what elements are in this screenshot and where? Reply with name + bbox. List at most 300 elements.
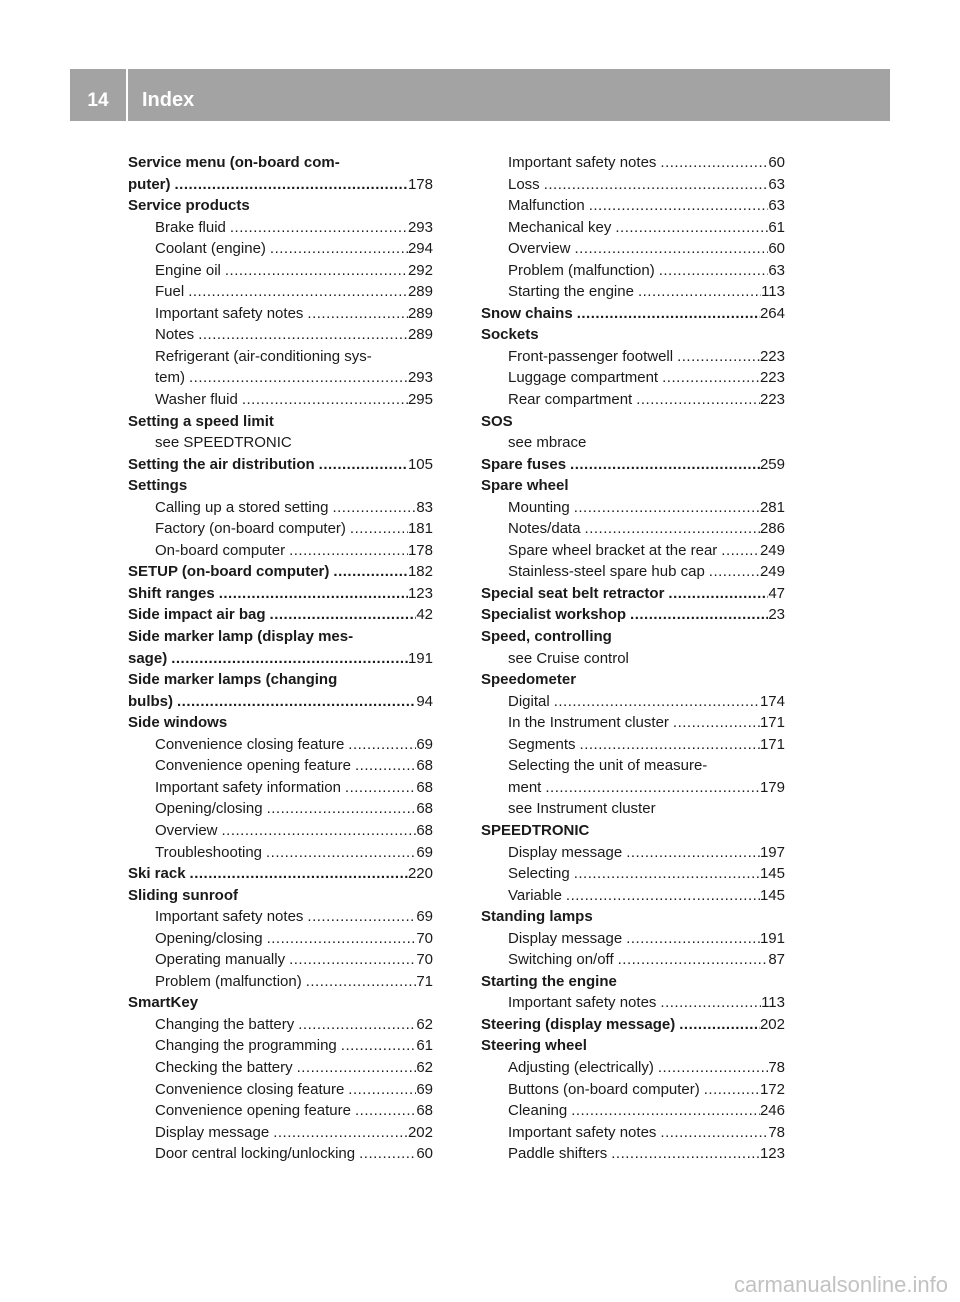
index-column-left xyxy=(128,152,433,1165)
dot-leader xyxy=(266,238,408,260)
entry-text: Stainless-steel spare hub cap xyxy=(508,563,705,581)
page-number: 14 xyxy=(87,90,109,111)
index-subentry xyxy=(128,1014,433,1036)
index-heading: Service products xyxy=(128,197,250,215)
page-ref: 293 xyxy=(407,369,433,387)
page-ref: 289 xyxy=(407,304,433,322)
page-ref: 60 xyxy=(768,240,785,258)
entry-text: Mounting xyxy=(508,498,570,516)
page-ref: 70 xyxy=(416,951,433,969)
entry-text: Operating manually xyxy=(155,951,286,969)
watermark: carmanualsonline.info xyxy=(733,1272,948,1297)
header-divider xyxy=(126,69,128,121)
entry-text: Adjusting (electrically) xyxy=(508,1058,654,1076)
dot-leader xyxy=(329,561,408,583)
page-ref: 259 xyxy=(759,455,785,473)
entry-text: Important safety notes xyxy=(508,994,657,1012)
page-ref: 295 xyxy=(407,391,433,409)
index-subentry xyxy=(481,734,785,756)
page-ref: 223 xyxy=(759,347,785,365)
dot-leader xyxy=(581,518,760,540)
page-ref: 220 xyxy=(407,865,433,883)
page-ref: 23 xyxy=(768,606,785,624)
index-subentry xyxy=(481,949,785,971)
dot-leader xyxy=(622,928,760,950)
entry-text: ment xyxy=(508,778,542,796)
page-ref: 63 xyxy=(768,175,785,193)
entry-text: Front-passenger footwell xyxy=(508,347,674,365)
index-subentry xyxy=(128,755,433,777)
dot-leader xyxy=(266,604,417,626)
index-heading: Side marker lamps (changing xyxy=(128,671,338,689)
dot-leader xyxy=(346,518,408,540)
entry-text: Changing the battery xyxy=(155,1015,295,1033)
page-ref: 68 xyxy=(416,821,433,839)
dot-leader xyxy=(341,777,416,799)
dot-leader xyxy=(567,1100,760,1122)
page-ref: 292 xyxy=(407,261,433,279)
index-subentry xyxy=(481,518,785,540)
entry-text: Luggage compartment xyxy=(508,369,659,387)
entry-text: puter) xyxy=(128,175,171,193)
entry-text: In the Instrument cluster xyxy=(508,714,669,732)
dot-leader xyxy=(573,303,760,325)
entry-text: Spare fuses xyxy=(481,455,567,473)
index-heading: Speed, controlling xyxy=(481,628,612,646)
dot-leader xyxy=(226,217,408,239)
page-ref: 60 xyxy=(416,1145,433,1163)
index-subentry xyxy=(128,497,433,519)
entry-text: bulbs) xyxy=(128,692,173,710)
dot-leader xyxy=(337,1035,417,1057)
index-subentry: see Cruise control xyxy=(508,649,629,667)
page-ref: 71 xyxy=(416,972,433,990)
index-heading: SPEEDTRONIC xyxy=(481,821,590,839)
index-subentry xyxy=(128,324,433,346)
entry-text: Display message xyxy=(508,929,623,947)
dot-leader xyxy=(700,1079,760,1101)
index-subentry xyxy=(481,174,785,196)
entry-text: Spare wheel bracket at the rear xyxy=(508,541,718,559)
dot-leader xyxy=(218,820,417,842)
page-ref: 69 xyxy=(416,843,433,861)
page-ref: 281 xyxy=(759,498,785,516)
index-subentry xyxy=(128,949,433,971)
dot-leader xyxy=(173,691,416,713)
index-subentry xyxy=(481,885,785,907)
index-heading: Side marker lamp (display mes- xyxy=(128,628,354,646)
page-ref: 78 xyxy=(768,1123,785,1141)
index-subentry xyxy=(481,238,785,260)
page-ref: 63 xyxy=(768,197,785,215)
index-heading-entry xyxy=(128,174,433,196)
dot-leader xyxy=(658,367,760,389)
page-ref: 105 xyxy=(407,455,433,473)
dot-leader xyxy=(285,540,408,562)
dot-leader xyxy=(717,540,760,562)
page-ref: 223 xyxy=(759,391,785,409)
index-heading: Speedometer xyxy=(481,671,577,689)
index-subentry: Refrigerant (air-conditioning sys- xyxy=(155,347,372,365)
page-ref: 78 xyxy=(768,1058,785,1076)
index-heading: Steering wheel xyxy=(481,1037,587,1055)
index-subentry xyxy=(481,260,785,282)
page-ref: 145 xyxy=(759,886,785,904)
entry-text: Notes xyxy=(155,326,195,344)
page-ref: 249 xyxy=(759,541,785,559)
entry-text: Digital xyxy=(508,692,550,710)
page-ref: 289 xyxy=(407,283,433,301)
entry-text: Coolant (engine) xyxy=(155,240,266,258)
dot-leader xyxy=(344,1079,416,1101)
dot-leader xyxy=(263,928,417,950)
entry-text: Factory (on-board computer) xyxy=(155,520,346,538)
index-subentry xyxy=(481,561,785,583)
entry-text: Convenience closing feature xyxy=(155,735,345,753)
page-ref: 68 xyxy=(416,778,433,796)
dot-leader xyxy=(622,842,760,864)
dot-leader xyxy=(185,367,408,389)
entry-text: Selecting xyxy=(508,865,570,883)
index-subentry xyxy=(481,540,785,562)
entry-text: tem) xyxy=(155,369,185,387)
index-subentry xyxy=(128,1057,433,1079)
dot-leader xyxy=(344,734,416,756)
dot-leader xyxy=(634,281,761,303)
index-subentry xyxy=(128,971,433,993)
index-subentry xyxy=(128,260,433,282)
index-subentry xyxy=(128,928,433,950)
index-heading: Side windows xyxy=(128,714,228,732)
index-subentry: Selecting the unit of measure- xyxy=(508,757,708,775)
entry-text: Switching on/off xyxy=(508,951,614,969)
entry-text: Starting the engine xyxy=(508,283,634,301)
entry-text: Fuel xyxy=(155,283,185,301)
index-subentry xyxy=(481,195,785,217)
entry-text: Setting the air distribution xyxy=(128,455,315,473)
entry-text: SETUP (on-board computer) xyxy=(128,563,330,581)
dot-leader xyxy=(351,1100,416,1122)
page-ref: 47 xyxy=(768,584,785,602)
page-ref: 181 xyxy=(407,520,433,538)
index-heading: Sockets xyxy=(481,326,539,344)
index-subentry xyxy=(481,152,785,174)
index-subentry xyxy=(128,238,433,260)
entry-text: Special seat belt retractor xyxy=(481,584,665,602)
page-ref: 68 xyxy=(416,1102,433,1120)
dot-leader xyxy=(262,842,416,864)
page-ref: 62 xyxy=(416,1058,433,1076)
entry-text: Display message xyxy=(155,1123,270,1141)
entry-text: Cleaning xyxy=(508,1102,568,1120)
dot-leader xyxy=(550,691,760,713)
dot-leader xyxy=(238,389,408,411)
entry-text: Specialist workshop xyxy=(481,606,627,624)
dot-leader xyxy=(607,1143,760,1165)
page-ref: 68 xyxy=(416,800,433,818)
entry-text: Important safety notes xyxy=(508,154,657,171)
dot-leader xyxy=(186,863,408,885)
page-ref: 171 xyxy=(759,714,785,732)
entry-text: Convenience opening feature xyxy=(155,1102,351,1120)
dot-leader xyxy=(269,1122,408,1144)
index-subentry xyxy=(128,1122,433,1144)
page-ref: 264 xyxy=(759,304,785,322)
dot-leader xyxy=(611,217,768,239)
page-ref: 182 xyxy=(407,563,433,581)
page-ref: 202 xyxy=(759,1015,785,1033)
index-subentry: see SPEEDTRONIC xyxy=(155,434,292,452)
index-heading: Sliding sunroof xyxy=(128,886,238,904)
entry-text: Washer fluid xyxy=(155,391,238,409)
page-ref: 197 xyxy=(759,843,785,861)
dot-leader xyxy=(673,346,760,368)
index-subentry xyxy=(128,518,433,540)
index-subentry xyxy=(128,1100,433,1122)
entry-text: Loss xyxy=(508,175,540,193)
dot-leader xyxy=(294,1014,416,1036)
index-heading: SmartKey xyxy=(128,994,199,1012)
entry-text: On-board computer xyxy=(155,541,286,559)
index-subentry xyxy=(128,1079,433,1101)
dot-leader xyxy=(184,281,408,303)
dot-leader xyxy=(302,971,417,993)
page-ref: 61 xyxy=(416,1037,433,1055)
page-ref: 179 xyxy=(759,778,785,796)
entry-text: Troubleshooting xyxy=(155,843,263,861)
page-ref: 286 xyxy=(759,520,785,538)
entry-text: Notes/data xyxy=(508,520,581,538)
entry-text: Snow chains xyxy=(481,304,573,322)
dot-leader xyxy=(285,949,416,971)
entry-text: Changing the programming xyxy=(155,1037,337,1055)
entry-text: Opening/closing xyxy=(155,800,263,818)
entry-text: Important safety information xyxy=(155,778,341,796)
dot-leader xyxy=(705,561,760,583)
page-ref: 172 xyxy=(759,1080,785,1098)
index-heading: Service menu (on-board com- xyxy=(128,154,340,171)
index-subentry xyxy=(481,1143,785,1165)
dot-leader xyxy=(194,324,408,346)
page-ref: 69 xyxy=(416,1080,433,1098)
entry-text: Door central locking/unlocking xyxy=(155,1145,356,1163)
entry-text: Mechanical key xyxy=(508,218,612,236)
entry-text: Important safety notes xyxy=(155,908,304,926)
index-heading-entry xyxy=(481,303,785,325)
index-subentry xyxy=(481,691,785,713)
entry-text: Important safety notes xyxy=(155,304,304,322)
index-subentry xyxy=(481,1079,785,1101)
dot-leader xyxy=(614,949,769,971)
entry-text: Problem (malfunction) xyxy=(155,972,302,990)
page-ref: 68 xyxy=(416,757,433,775)
entry-text: Buttons (on-board computer) xyxy=(508,1080,700,1098)
entry-text: Convenience opening feature xyxy=(155,757,351,775)
page-header xyxy=(70,69,890,121)
entry-text: Problem (malfunction) xyxy=(508,261,655,279)
entry-text: sage) xyxy=(128,649,168,667)
index-subentry xyxy=(481,777,785,799)
page-ref: 293 xyxy=(407,218,433,236)
entry-text: Paddle shifters xyxy=(508,1145,608,1163)
index-heading-entry xyxy=(481,604,785,626)
page-ref: 60 xyxy=(768,154,785,171)
index-heading-entry xyxy=(481,583,785,605)
dot-leader xyxy=(626,604,768,626)
page-ref: 174 xyxy=(759,692,785,710)
dot-leader xyxy=(293,1057,417,1079)
entry-text: Overview xyxy=(155,821,218,839)
index-heading-entry xyxy=(481,1014,785,1036)
index-subentry xyxy=(128,217,433,239)
dot-leader xyxy=(571,238,769,260)
index-heading: Starting the engine xyxy=(481,972,617,990)
index-subentry xyxy=(128,1035,433,1057)
dot-leader xyxy=(541,777,760,799)
entry-text: Opening/closing xyxy=(155,929,263,947)
index-heading-entry xyxy=(128,583,433,605)
dot-leader xyxy=(576,734,760,756)
index-heading-entry xyxy=(128,561,433,583)
page-ref: 191 xyxy=(407,649,433,667)
page-ref: 87 xyxy=(768,951,785,969)
dot-leader xyxy=(351,755,416,777)
page-ref: 113 xyxy=(761,283,785,301)
index-subentry xyxy=(481,928,785,950)
dot-leader xyxy=(355,1143,416,1165)
index-subentry xyxy=(128,820,433,842)
page-ref: 178 xyxy=(407,175,433,193)
index-subentry xyxy=(481,863,785,885)
page-ref: 171 xyxy=(759,735,785,753)
entry-text: Brake fluid xyxy=(155,218,226,236)
page-ref: 145 xyxy=(759,865,785,883)
page-ref: 178 xyxy=(407,541,433,559)
dot-leader xyxy=(303,906,416,928)
page-ref: 62 xyxy=(416,1015,433,1033)
dot-leader xyxy=(656,1122,768,1144)
dot-leader xyxy=(540,174,769,196)
index-subentry xyxy=(128,540,433,562)
index-heading-entry xyxy=(128,604,433,626)
section-title: Index xyxy=(142,89,195,111)
index-heading-entry xyxy=(128,691,433,713)
index-heading-entry xyxy=(481,454,785,476)
dot-leader xyxy=(566,454,760,476)
page-ref: 69 xyxy=(416,735,433,753)
index-heading: Settings xyxy=(128,477,188,495)
index-subentry xyxy=(481,712,785,734)
page-ref: 123 xyxy=(759,1145,785,1163)
dot-leader xyxy=(656,152,768,174)
dot-leader xyxy=(669,712,760,734)
dot-leader xyxy=(328,497,416,519)
page-ref: 94 xyxy=(416,692,433,710)
entry-text: Segments xyxy=(508,735,576,753)
dot-leader xyxy=(167,648,408,670)
entry-text: Engine oil xyxy=(155,261,221,279)
page-ref: 289 xyxy=(407,326,433,344)
page-ref: 294 xyxy=(407,240,433,258)
page-ref: 113 xyxy=(761,994,785,1012)
page-ref: 83 xyxy=(416,498,433,516)
page-ref: 191 xyxy=(759,929,785,947)
dot-leader xyxy=(171,174,408,196)
index-subentry xyxy=(128,734,433,756)
index-heading-entry xyxy=(128,648,433,670)
index-heading-entry xyxy=(128,454,433,476)
dot-leader xyxy=(585,195,769,217)
page-ref: 246 xyxy=(759,1102,785,1120)
dot-leader xyxy=(215,583,408,605)
entry-text: Malfunction xyxy=(508,197,585,215)
index-heading: Setting a speed limit xyxy=(128,412,274,430)
index-subentry xyxy=(128,842,433,864)
entry-text: Calling up a stored setting xyxy=(155,498,329,516)
index-subentry xyxy=(481,992,785,1014)
entry-text: Display message xyxy=(508,843,623,861)
entry-text: Steering (display message) xyxy=(481,1015,676,1033)
index-column-right xyxy=(481,152,785,1165)
index-subentry xyxy=(128,777,433,799)
index-subentry xyxy=(481,1100,785,1122)
index-subentry xyxy=(481,367,785,389)
dot-leader xyxy=(664,583,768,605)
page-ref: 61 xyxy=(768,218,785,236)
page-ref: 63 xyxy=(768,261,785,279)
entry-text: Shift ranges xyxy=(128,584,215,602)
entry-text: Variable xyxy=(508,886,562,904)
index-subentry xyxy=(128,1143,433,1165)
index-subentry: see mbrace xyxy=(508,434,587,452)
entry-text: Important safety notes xyxy=(508,1123,657,1141)
index-subentry xyxy=(481,842,785,864)
dot-leader xyxy=(303,303,408,325)
page-ref: 223 xyxy=(759,369,785,387)
index-subentry xyxy=(481,1122,785,1144)
entry-text: Convenience closing feature xyxy=(155,1080,345,1098)
entry-text: Side impact air bag xyxy=(128,606,266,624)
dot-leader xyxy=(632,389,760,411)
entry-text: Overview xyxy=(508,240,571,258)
page-ref: 42 xyxy=(416,606,433,624)
index-heading: Spare wheel xyxy=(481,477,569,495)
dot-leader xyxy=(570,497,760,519)
index-heading-entry xyxy=(128,863,433,885)
index-subentry xyxy=(128,303,433,325)
index-subentry xyxy=(128,281,433,303)
page-ref: 202 xyxy=(407,1123,433,1141)
entry-text: Checking the battery xyxy=(155,1058,293,1076)
dot-leader xyxy=(655,260,769,282)
page-ref: 69 xyxy=(416,908,433,926)
page-ref: 70 xyxy=(416,929,433,947)
index-subentry xyxy=(481,389,785,411)
dot-leader xyxy=(221,260,408,282)
index-subentry xyxy=(128,906,433,928)
dot-leader xyxy=(656,992,761,1014)
index-heading: SOS xyxy=(481,412,513,430)
index-subentry xyxy=(128,367,433,389)
dot-leader xyxy=(315,454,408,476)
index-subentry xyxy=(481,497,785,519)
index-subentry xyxy=(481,1057,785,1079)
index-subentry: see Instrument cluster xyxy=(508,800,656,818)
index-subentry xyxy=(481,346,785,368)
entry-text: Rear compartment xyxy=(508,391,633,409)
index-subentry xyxy=(481,281,785,303)
dot-leader xyxy=(654,1057,768,1079)
